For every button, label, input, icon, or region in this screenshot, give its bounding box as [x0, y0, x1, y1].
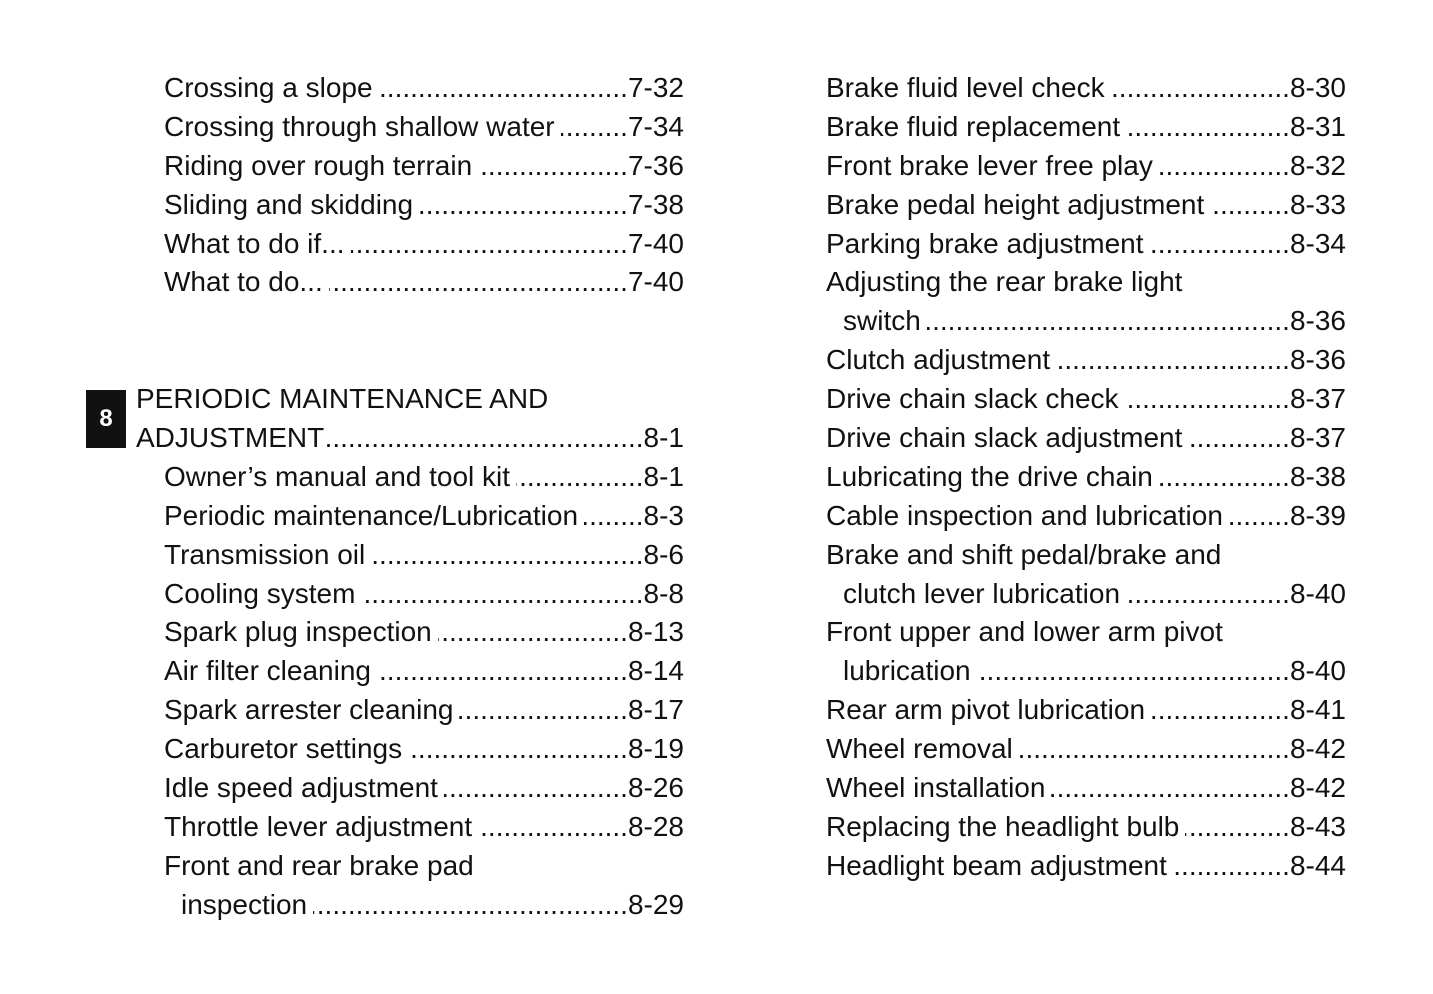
chapter-title-line1: PERIODIC MAINTENANCE AND [136, 383, 549, 415]
toc-entry-page: 8-14 [627, 655, 684, 687]
toc-entry-title: Crossing a slope [164, 72, 373, 103]
toc-entry-page: 8-17 [627, 694, 684, 726]
toc-entry-page: 7-40 [627, 266, 684, 298]
toc-entry[interactable] [0, 263, 684, 302]
toc-entry-title: Periodic maintenance/Lubrication [164, 499, 579, 531]
toc-entry-title-cont: switch [843, 305, 921, 337]
toc-left-column [0, 69, 684, 925]
toc-entry-page: 8-30 [1289, 72, 1346, 103]
toc-entry-page: 8-37 [1289, 383, 1346, 415]
toc-entry-title: Crossing through shallow water [164, 110, 555, 142]
toc-entry[interactable] [0, 147, 684, 186]
toc-entry-title-cont: lubrication [843, 655, 971, 687]
toc-entry[interactable] [0, 458, 684, 497]
toc-entry[interactable] [826, 808, 1346, 847]
toc-entry[interactable] [0, 536, 684, 575]
toc-entry-page: 8-1 [643, 460, 684, 492]
toc-entry-title: Air filter cleaning [164, 655, 371, 687]
toc-entry-wrapped[interactable] [826, 613, 1346, 691]
toc-entry-title: Brake fluid level check [826, 72, 1105, 103]
toc-entry-page: 7-32 [627, 72, 684, 103]
toc-entry[interactable] [826, 497, 1346, 536]
toc-entry-title: Spark plug inspection [164, 616, 432, 648]
toc-entry[interactable] [0, 186, 684, 225]
toc-entry-page: 8-6 [643, 538, 684, 570]
toc-entry-title: Clutch adjustment [826, 344, 1051, 376]
toc-entry-wrapped[interactable] [0, 847, 684, 925]
toc-entry-page: 8-33 [1289, 188, 1346, 220]
toc-entry-title: Front and rear brake pad [164, 849, 474, 881]
toc-entry-title: Lubricating the drive chain [826, 460, 1153, 492]
toc-entry[interactable] [0, 497, 684, 536]
toc-entry[interactable] [826, 769, 1346, 808]
chapter-number-badge: 8 [86, 390, 126, 448]
toc-entry[interactable] [0, 652, 684, 691]
toc-right-column [826, 69, 1346, 886]
toc-entry-page: 7-40 [627, 227, 684, 259]
toc-entry-page: 8-43 [1289, 810, 1346, 842]
toc-entry[interactable] [826, 419, 1346, 458]
toc-entry-page: 8-42 [1289, 733, 1346, 765]
toc-entry-title: Riding over rough terrain [164, 149, 473, 181]
toc-entry-page: 8-13 [627, 616, 684, 648]
toc-entry[interactable] [826, 380, 1346, 419]
toc-entry[interactable] [826, 341, 1346, 380]
toc-entry-page: 8-41 [1289, 694, 1346, 726]
toc-entry-page: 8-3 [643, 499, 684, 531]
toc-entry[interactable] [826, 730, 1346, 769]
toc-entry-title: Idle speed adjustment [164, 772, 438, 804]
toc-entry-title: What to do... [164, 266, 323, 298]
toc-entry-title: Adjusting the rear brake light [826, 266, 1183, 298]
toc-entry[interactable] [826, 108, 1346, 147]
toc-entry[interactable] [0, 691, 684, 730]
toc-entry-page: 8-42 [1289, 772, 1346, 804]
toc-entry-page: 8-44 [1289, 849, 1346, 881]
toc-entry-title: Replacing the headlight bulb [826, 810, 1180, 842]
toc-entry[interactable] [0, 808, 684, 847]
chapter-title-line2: ADJUSTMENT [136, 422, 325, 454]
toc-entry-title: Front brake lever free play [826, 149, 1153, 181]
toc-entry-page: 8-37 [1289, 422, 1346, 454]
toc-entry[interactable] [826, 847, 1346, 886]
toc-entry-title: Front upper and lower arm pivot [826, 616, 1223, 648]
toc-entry[interactable] [0, 108, 684, 147]
toc-entry[interactable] [0, 769, 684, 808]
toc-entry[interactable] [0, 575, 684, 614]
toc-entry[interactable] [0, 613, 684, 652]
toc-entry-page: 7-34 [627, 110, 684, 142]
toc-entry[interactable] [826, 691, 1346, 730]
toc-entry-title: Owner’s manual and tool kit [164, 460, 511, 492]
toc-entry-page: 8-19 [627, 733, 684, 765]
toc-entry-title: Brake and shift pedal/brake and [826, 538, 1222, 570]
toc-entry-title: Carburetor settings [164, 733, 403, 765]
toc-entry[interactable] [0, 225, 684, 264]
toc-entry-page: 8-36 [1289, 305, 1346, 337]
toc-entry-title: Transmission oil [164, 538, 366, 570]
toc-entry-title: Wheel installation [826, 772, 1046, 804]
toc-entry-page: 7-38 [627, 188, 684, 220]
toc-entry-title: Parking brake adjustment [826, 227, 1144, 259]
toc-entry-title-cont: clutch lever lubrication [843, 577, 1121, 609]
toc-entry-title: Cable inspection and lubrication [826, 499, 1223, 531]
chapter-heading[interactable] [0, 380, 684, 458]
toc-entry-page: 8-38 [1289, 460, 1346, 492]
toc-entry-page: 8-36 [1289, 344, 1346, 376]
toc-entry-title: Cooling system [164, 577, 356, 609]
toc-entry-title: Rear arm pivot lubrication [826, 694, 1146, 726]
toc-entry-title: Brake pedal height adjustment [826, 188, 1205, 220]
toc-entry-title: Sliding and skidding [164, 188, 414, 220]
toc-entry-wrapped[interactable] [826, 536, 1346, 614]
toc-entry-page: 8-31 [1289, 110, 1346, 142]
toc-entry[interactable] [826, 458, 1346, 497]
toc-entry-page: 8-29 [627, 888, 684, 920]
toc-entry[interactable] [0, 730, 684, 769]
toc-entry-title: Throttle lever adjustment [164, 810, 473, 842]
toc-entry-wrapped[interactable] [826, 263, 1346, 341]
toc-entry-title: Wheel removal [826, 733, 1013, 765]
toc-entry-title: Brake fluid replacement [826, 110, 1121, 142]
toc-entry-page: 8-8 [643, 577, 684, 609]
toc-entry-title: Spark arrester cleaning [164, 694, 454, 726]
toc-entry-page: 8-40 [1289, 577, 1346, 609]
toc-entry-title: Drive chain slack adjustment [826, 422, 1183, 454]
toc-entry-title: Drive chain slack check [826, 383, 1119, 415]
toc-entry-page: 8-28 [627, 810, 684, 842]
toc-entry[interactable] [0, 69, 684, 108]
toc-entry[interactable] [826, 147, 1346, 186]
toc-entry-page: 8-26 [627, 772, 684, 804]
toc-entry-page: 8-34 [1289, 227, 1346, 259]
toc-entry-page: 8-32 [1289, 149, 1346, 181]
toc-entry-page: 7-36 [627, 149, 684, 181]
toc-entry-title: What to do if... [164, 227, 345, 259]
toc-entry[interactable] [826, 69, 1346, 108]
chapter-page: 8-1 [643, 422, 684, 454]
toc-entry-page: 8-40 [1289, 655, 1346, 687]
toc-entry[interactable] [826, 186, 1346, 225]
toc-entry-title-cont: inspection [181, 888, 308, 920]
toc-entry-title: Headlight beam adjustment [826, 849, 1167, 881]
toc-entry[interactable] [826, 225, 1346, 264]
toc-entry-page: 8-39 [1289, 499, 1346, 531]
